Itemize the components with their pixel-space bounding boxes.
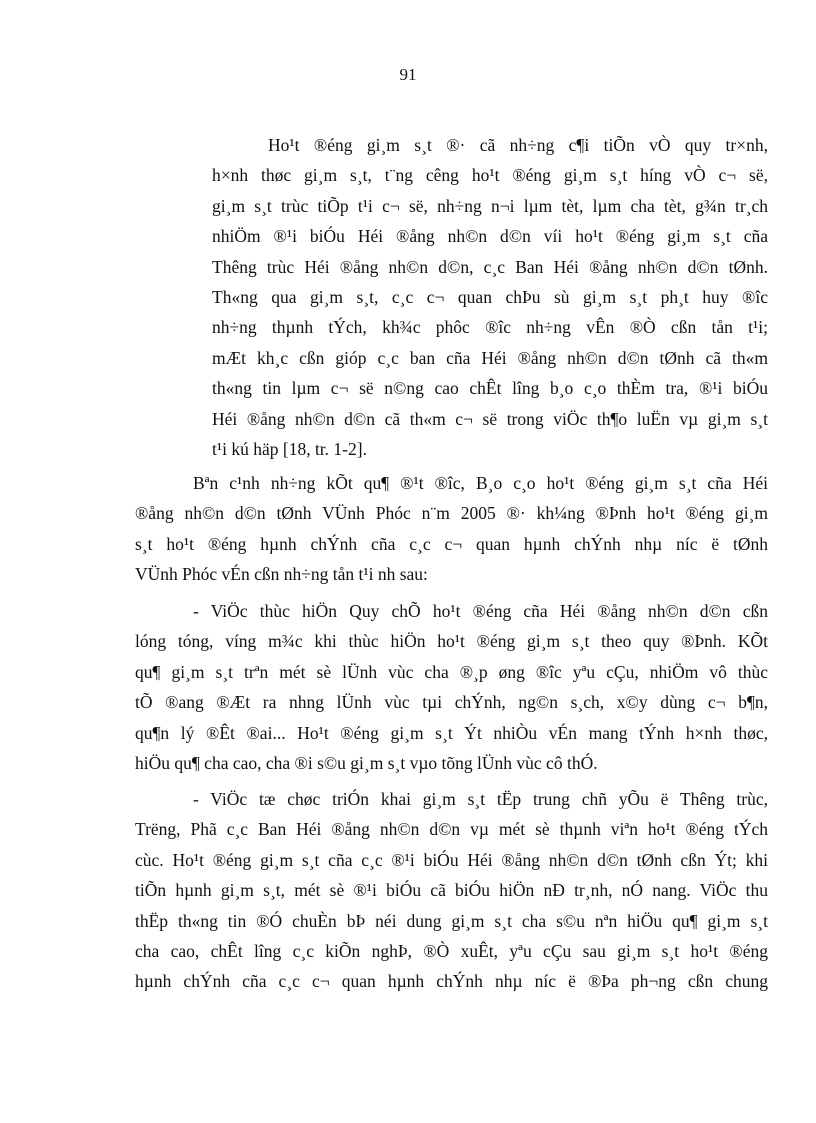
quote-line: nhiÖm ®¹i biÓu Héi ®ång nh©n d©n víi ho¹t ®éng gi¸m s¸t cña — [212, 226, 768, 247]
quote-line: gi¸m s¸t trùc tiÕp t¹i c¬ së, nh÷ng n¬i lµm tèt, lµm cha tèt, g¾n tr¸ch — [212, 195, 768, 216]
quote-line: t¹i kú häp [18, tr. 1-2]. — [212, 438, 367, 459]
paragraph-limitations-intro — [135, 468, 768, 590]
quote-line: Ho¹t ®éng gi¸m s¸t ®· cã nh÷ng c¶i tiÕn vÒ quy tr×nh, — [268, 135, 768, 155]
paragraph-line: thËp th«ng tin ®Ó chuÈn bÞ néi dung gi¸m s¸t cha s©u nªn hiÖu qu¶ gi¸m s¸t — [135, 910, 768, 931]
paragraph-regulation-implementation — [135, 596, 768, 778]
paragraph-line: Trëng, Phã c¸c Ban Héi ®ång nh©n d©n vµ mét sè thµnh viªn ho¹t ®éng tÝch — [135, 819, 768, 840]
quote-line: Thêng trùc Héi ®ång nh©n d©n, c¸c Ban Héi ®ång nh©n d©n tØnh. — [212, 256, 768, 277]
quote-line: Th«ng qua gi¸m s¸t, c¸c c¬ quan chÞu sù gi¸m s¸t ph¸t huy ®îc — [212, 286, 768, 307]
paragraph-line: s¸t ho¹t ®éng hµnh chÝnh cña c¸c c¬ quan hµnh chÝnh nhµ níc ë tØnh — [135, 533, 768, 554]
quote-line: nh÷ng thµnh tÝch, kh¾c phôc ®îc nh÷ng vÊn ®Ò cßn tån t¹i; — [212, 317, 768, 338]
paragraph-supervision-organization — [135, 784, 768, 997]
paragraph-line: tÕ ®ang ®Æt ra nhng lÜnh vùc tµi chÝnh, ng©n s¸ch, x©y dùng c¬ b¶n, — [135, 692, 768, 713]
paragraph-line: - ViÖc thùc hiÖn Quy chÕ ho¹t ®éng cña Héi ®ång nh©n d©n cßn — [193, 601, 768, 621]
paragraph-line: VÜnh Phóc vÉn cßn nh÷ng tån t¹i nh sau: — [135, 564, 428, 585]
paragraph-line: qu¶ gi¸m s¸t trªn mét sè lÜnh vùc cha ®¸p øng ®îc yªu cÇu, nhiÖm vô thùc — [135, 661, 768, 682]
paragraph-line: qu¶n lý ®Êt ®ai... Ho¹t ®éng gi¸m s¸t Ýt nhiÒu vÉn mang tÝnh h×nh thøc, — [135, 722, 768, 743]
paragraph-line: - ViÖc tæ chøc triÓn khai gi¸m s¸t tËp trung chñ yÕu ë Thêng trùc, — [193, 789, 768, 809]
quote-line: mÆt kh¸c cßn gióp c¸c ban cña Héi ®ång nh©n d©n tØnh cã th«m — [212, 347, 768, 368]
quote-line: Héi ®ång nh©n d©n cã th«m c¬ së trong viÖc th¶o luËn vµ gi¸m s¸t — [212, 408, 768, 429]
quote-line: th«ng tin lµm c¬ së n©ng cao chÊt lîng b¸o c¸o thÈm tra, ®¹i biÓu — [212, 378, 768, 399]
paragraph-line: Bªn c¹nh nh÷ng kÕt qu¶ ®¹t ®îc, B¸o c¸o ho¹t ®éng gi¸m s¸t cña Héi — [193, 473, 768, 493]
paragraph-line: lóng tóng, víng m¾c khi thùc hiÖn ho¹t ®éng gi¸m s¸t theo quy ®Þnh. KÕt — [135, 631, 768, 652]
paragraph-line: cha cao, chÊt lîng c¸c kiÕn nghÞ, ®Ò xuÊt, yªu cÇu sau gi¸m s¸t ho¹t ®éng — [135, 940, 768, 961]
paragraph-line: tiÕn hµnh gi¸m s¸t, mét sè ®¹i biÓu cã biÓu hiÖn nÐ tr¸nh, nÓ nang. ViÖc thu — [135, 880, 768, 901]
quote-line: h×nh thøc gi¸m s¸t, t¨ng cêng ho¹t ®éng gi¸m s¸t híng vÒ c¬ së, — [212, 165, 768, 186]
paragraph-line: hµnh chÝnh cña c¸c c¬ quan hµnh chÝnh nhµ níc ë ®Þa ph¬ng cßn chung — [135, 971, 768, 992]
paragraph-line: ®ång nh©n d©n tØnh VÜnh Phóc n¨m 2005 ®· kh¼ng ®Þnh ho¹t ®éng gi¸m — [135, 503, 768, 524]
page-number: 91 — [399, 65, 417, 84]
paragraph-line: hiÖu qu¶ cha cao, cha ®i s©u gi¸m s¸t vµo tõng lÜnh vùc cô thÓ. — [135, 752, 598, 773]
paragraph-line: cùc. Ho¹t ®éng gi¸m s¸t cña c¸c ®¹i biÓu Héi ®ång nh©n d©n tØnh cßn Ýt; khi — [135, 849, 768, 870]
block-quote — [212, 130, 768, 464]
